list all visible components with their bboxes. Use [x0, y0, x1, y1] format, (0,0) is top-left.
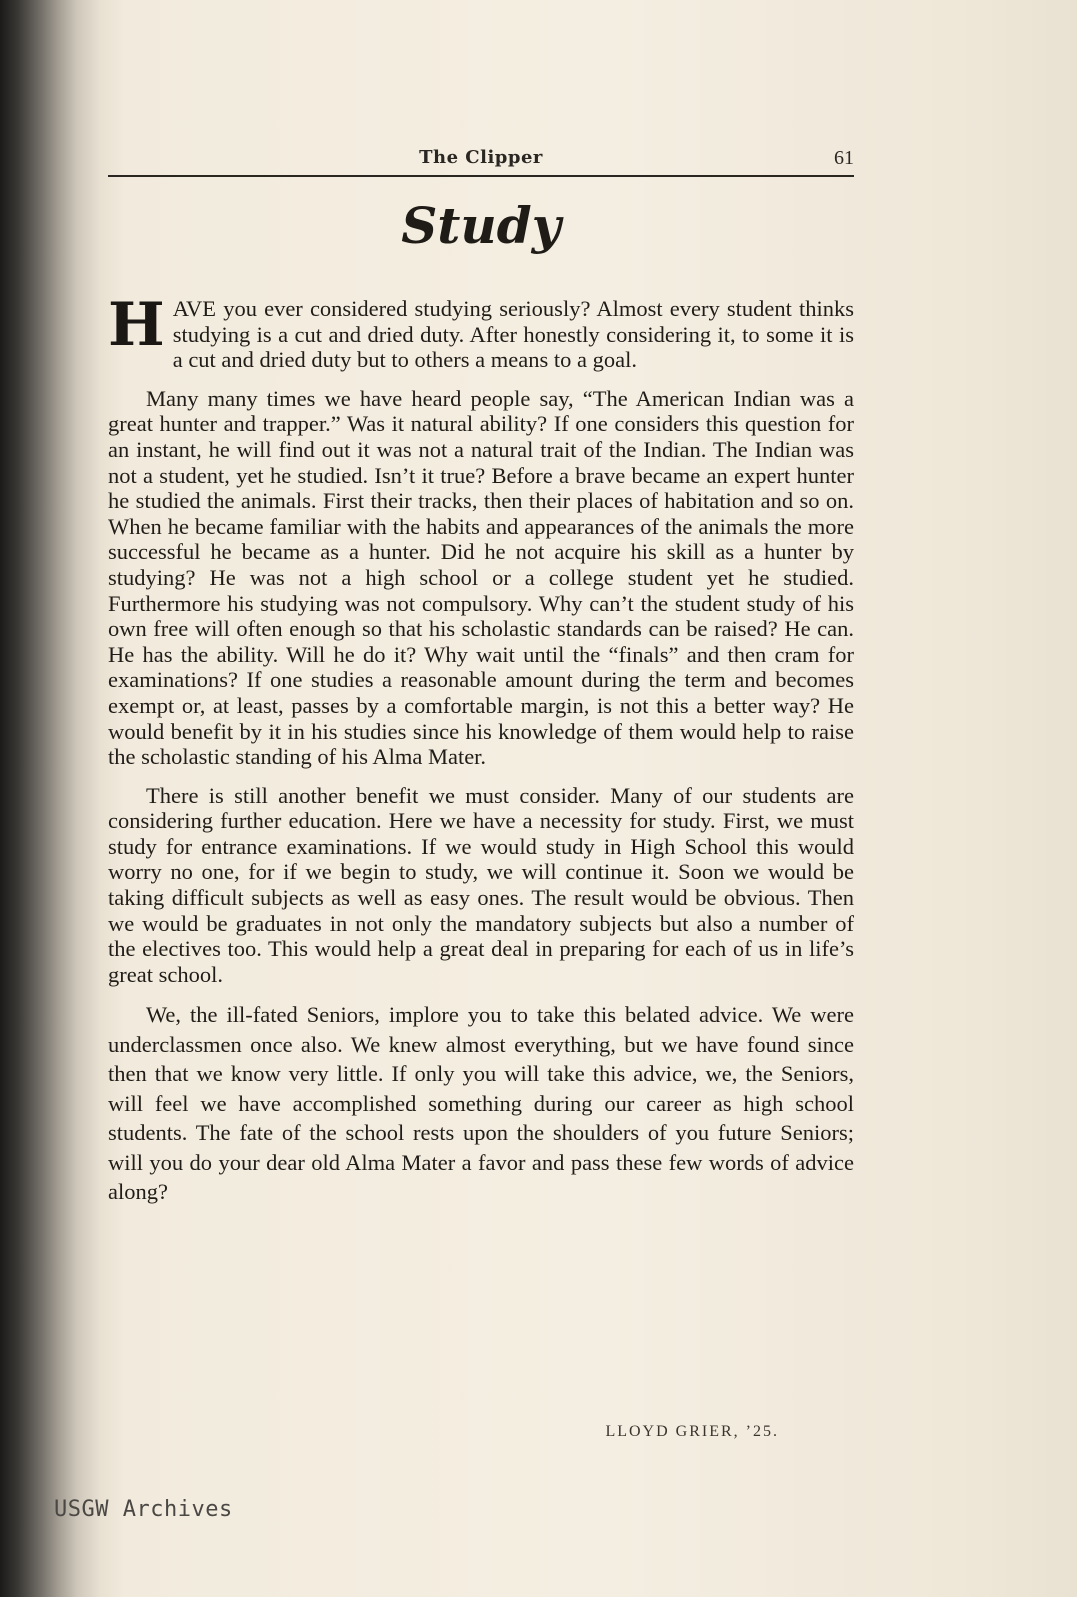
paragraph: Many many times we have heard people say, “The American Indian was a great hunter and trapper.” Was it natural ability? If one considers this question for an instant, he will find out it was not a natural trait of the Indian. The Indian was not a student, yet he studied. Isn’t it true? Before a brave became an expert hunter he studied the animals. First their tracks, then their places of habitation and so on. When he became familiar with the habits and appearances of the animals the more successful he became as a hunter. Did he not acquire his skill as a hunter by studying? He was not a high school or a college student yet he studied. Furthermore his studying was not compulsory. Why can’t the student study of his own free will often enough so that his scholastic standards can be raised? He can. He has the ability. Will he do it? Why wait until the “finals” and then cram for examinations? If one studies a reasonable amount during the term and becomes exempt or, at least, passes by a comfortable margin, is not this a better way? He would benefit by it in his studies since his knowledge of them would help to raise the scholastic standing of his Alma Mater. [108, 385, 854, 770]
page-number: 61 [834, 147, 854, 169]
author-signature: LLOYD GRIER, ’25. [605, 1423, 779, 1440]
paragraph [108, 290, 854, 373]
running-header [108, 144, 854, 178]
paragraph: There is still another benefit we must consider. Many of our students are considering further education. Here we have a necessity for study. First, we must study for entrance examinations. If we would study in High School this would worry no one, for if we begin to study, we will continue it. Soon we would be taking difficult subjects as well as easy ones. The result would be obvious. Then we would be graduates in not only the mandatory subjects but also a number of the electives too. This would help a great deal in preparing for each of us in life’s great school. [108, 782, 854, 987]
paragraph-text: AVE you ever considered studying seriously? Almost every student thinks studying is a cut and dried duty. After honestly considering it, to some it is a cut and dried duty but to others a means to a goal. [172, 296, 854, 373]
publication-title: The Clipper [419, 147, 543, 168]
paragraph: We, the ill-fated Seniors, implore you to take this belated advice. We were underclassmen once also. We knew almost everything, but we have found since then that we know very little. If only you will take this advice, we, the Seniors, will feel we have accomplished something during our career as high school students. The fate of the school rests upon the shoulders of you future Seniors; will you do your dear old Alma Mater a favor and pass these few words of advice along? [108, 1002, 854, 1205]
article-title: Study [401, 196, 561, 255]
article-body [108, 290, 854, 1220]
header-rule [108, 175, 854, 177]
archive-watermark: USGW Archives [54, 1497, 233, 1522]
drop-cap: H [108, 290, 165, 360]
